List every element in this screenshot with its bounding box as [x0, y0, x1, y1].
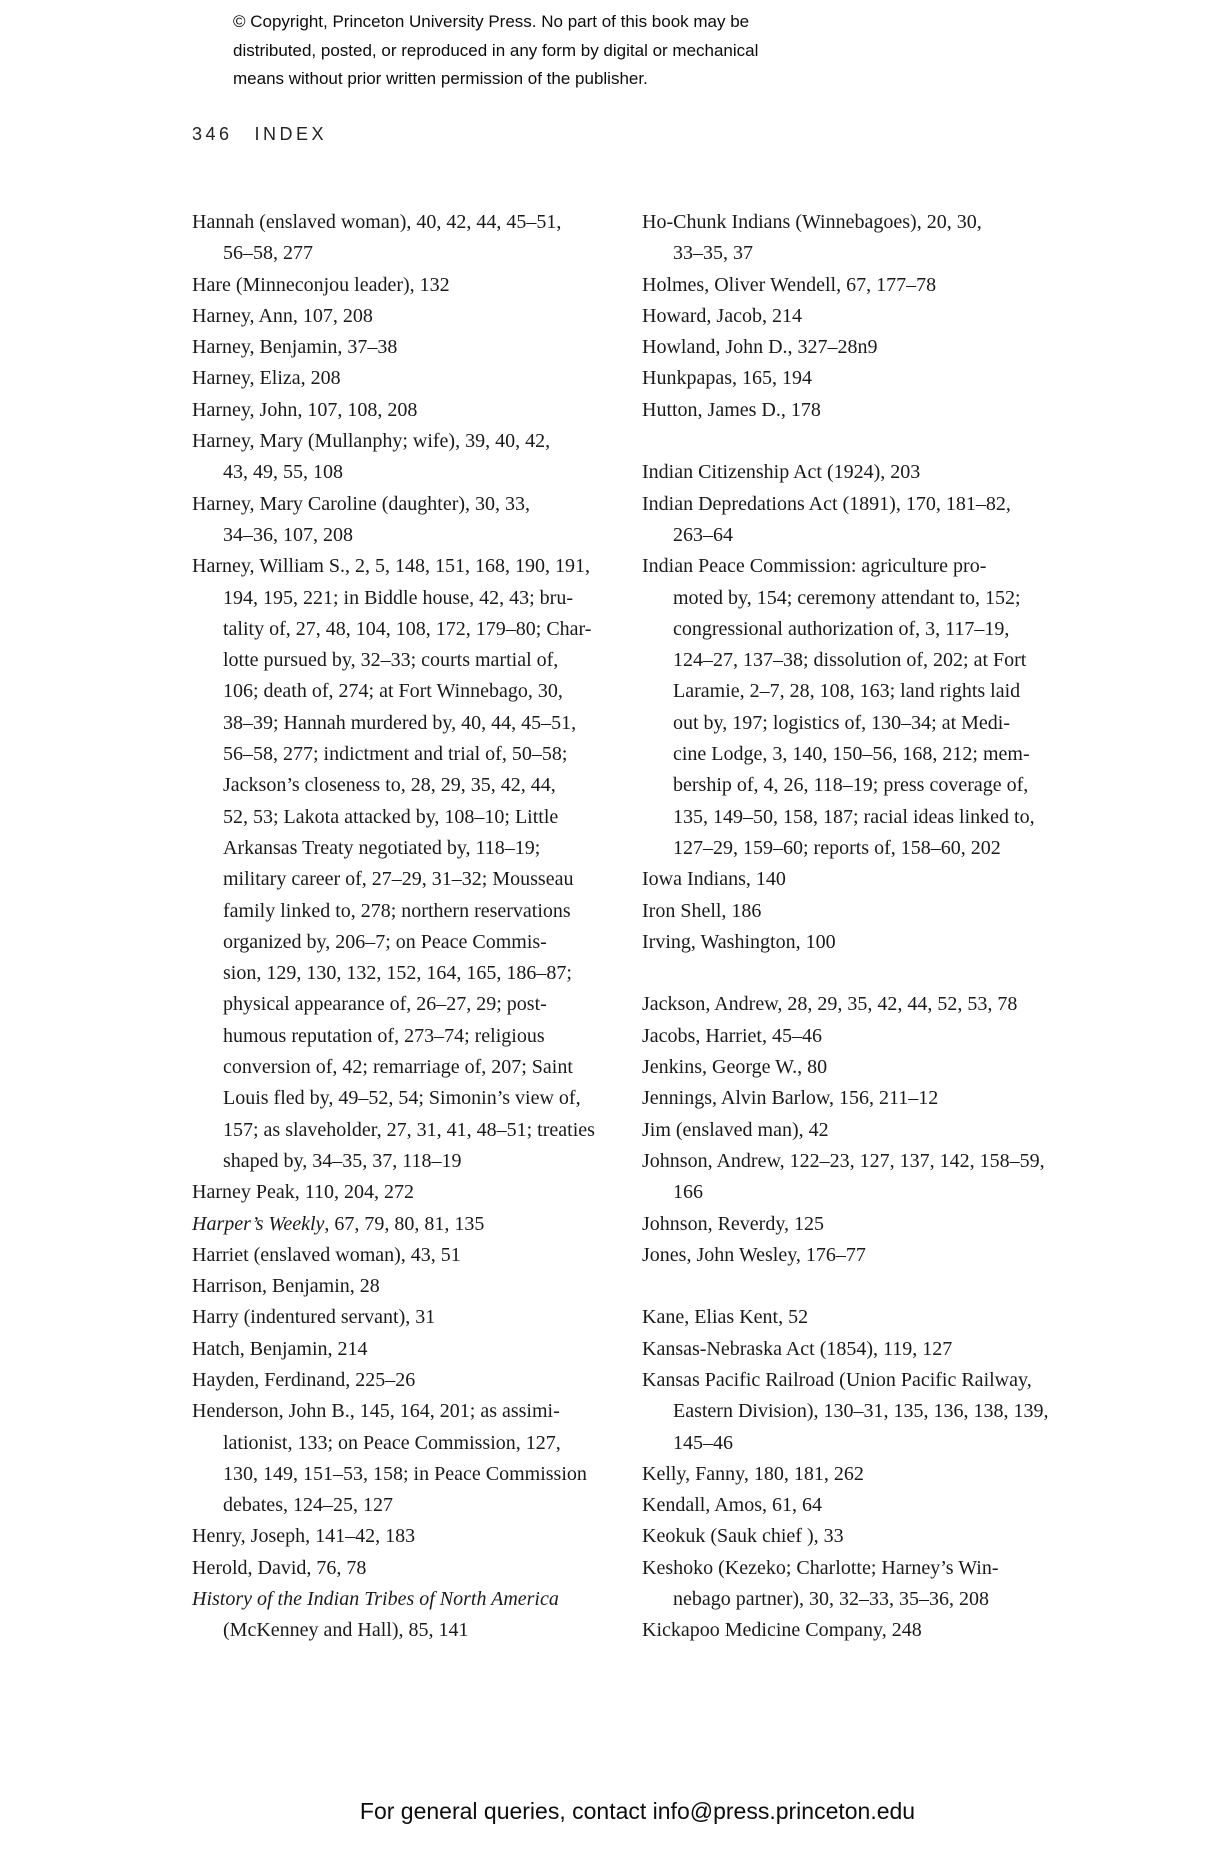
index-line: 194, 195, 221; in Biddle house, 42, 43; bru-: [223, 586, 573, 609]
index-line: debates, 124–25, 127: [223, 1494, 393, 1517]
index-line: Hatch, Benjamin, 214: [192, 1337, 368, 1360]
index-column-left: [192, 207, 632, 1647]
index-line: Hayden, Ferdinand, 225–26: [192, 1368, 416, 1391]
index-line: military career of, 27–29, 31–32; Mousseau: [223, 868, 574, 891]
index-line: 33–35, 37: [673, 242, 753, 265]
copyright-line: means without prior written permission of the publisher.: [233, 69, 648, 88]
index-line: (McKenney and Hall), 85, 141: [223, 1619, 469, 1642]
index-line: Hare (Minneconjou leader), 132: [192, 273, 450, 296]
index-line: Harney Peak, 110, 204, 272: [192, 1181, 414, 1204]
index-line: nebago partner), 30, 32–33, 35–36, 208: [673, 1588, 990, 1611]
index-line: Jones, John Wesley, 176–77: [642, 1243, 866, 1266]
index-line: Louis fled by, 49–52, 54; Simonin’s view of,: [223, 1087, 581, 1110]
index-line: moted by, 154; ceremony attendant to, 152;: [673, 586, 1021, 609]
index-line: Kendall, Amos, 61, 64: [642, 1494, 822, 1517]
page-number: 346: [192, 124, 233, 144]
index-line: 124–27, 137–38; dissolution of, 202; at Fort: [673, 649, 1027, 672]
index-line: Hunkpapas, 165, 194: [642, 367, 812, 390]
index-line: 263–64: [673, 523, 733, 546]
index-line: Johnson, Andrew, 122–23, 127, 137, 142, 158–59,: [642, 1149, 1045, 1172]
index-line: Indian Peace Commission: agriculture pro-: [642, 555, 987, 578]
index-line: Ho-Chunk Indians (Winnebagoes), 20, 30,: [642, 211, 982, 233]
index-line: Jim (enslaved man), 42: [642, 1118, 829, 1141]
index-line: Harrison, Benjamin, 28: [192, 1275, 380, 1298]
footer-query-line: For general queries, contact info@press.princeton.edu: [359, 1798, 916, 1824]
index-line: bership of, 4, 26, 118–19; press coverage of,: [673, 774, 1029, 797]
index-line: sion, 129, 130, 132, 152, 164, 165, 186–87;: [223, 962, 572, 985]
index-line: Jackson, Andrew, 28, 29, 35, 42, 44, 52, 53, 78: [642, 993, 1018, 1016]
index-line: Howland, John D., 327–28n9: [642, 336, 878, 359]
index-line: Jennings, Alvin Barlow, 156, 211–12: [642, 1087, 939, 1110]
index-line: lotte pursued by, 32–33; courts martial of,: [223, 649, 559, 672]
index-line: Eastern Division), 130–31, 135, 136, 138, 139,: [673, 1400, 1049, 1423]
copyright-line: distributed, posted, or reproduced in any form by digital or mechanical: [233, 40, 759, 60]
index-line: Harney, Ann, 107, 208: [192, 304, 373, 327]
index-line: 38–39; Hannah murdered by, 40, 44, 45–51,: [223, 711, 577, 734]
index-line: Harney, Mary (Mullanphy; wife), 39, 40, 42,: [192, 430, 551, 453]
index-line: conversion of, 42; remarriage of, 207; Saint: [223, 1056, 573, 1079]
index-line: Kickapoo Medicine Company, 248: [642, 1619, 922, 1642]
index-line: Kelly, Fanny, 180, 181, 262: [642, 1462, 864, 1485]
index-line: 145–46: [673, 1431, 733, 1454]
index-line: 34–36, 107, 208: [223, 523, 353, 546]
index-line: Jackson’s closeness to, 28, 29, 35, 42, 44,: [223, 774, 556, 797]
index-line: Kansas-Nebraska Act (1854), 119, 127: [642, 1337, 953, 1360]
index-line: Keokuk (Sauk chief ), 33: [642, 1525, 844, 1548]
index-line: Iowa Indians, 140: [642, 868, 786, 891]
index-line: Henry, Joseph, 141–42, 183: [192, 1525, 416, 1548]
index-column-right: [642, 207, 1112, 1647]
index-line: shaped by, 34–35, 37, 118–19: [223, 1149, 462, 1172]
index-title-italic: Harper’s Weekly: [192, 1212, 325, 1235]
index-line: cine Lodge, 3, 140, 150–56, 168, 212; mem-: [673, 743, 1030, 766]
index-group-gap: [642, 426, 1112, 457]
copyright-notice: [233, 8, 758, 94]
index-line: 106; death of, 274; at Fort Winnebago, 30,: [223, 680, 563, 703]
running-head: [192, 124, 327, 145]
index-line: Harney, Eliza, 208: [192, 367, 341, 390]
index-line: Harney, Benjamin, 37–38: [192, 336, 398, 359]
index-line: Henderson, John B., 145, 164, 201; as assimi-: [192, 1400, 560, 1423]
copyright-line: © Copyright, Princeton University Press. No part of this book may be: [233, 12, 750, 31]
section-title: INDEX: [254, 124, 328, 144]
index-line: 52, 53; Lakota attacked by, 108–10; Little: [223, 805, 559, 828]
index-line: Jenkins, George W., 80: [642, 1056, 828, 1079]
index-line: Irving, Washington, 100: [642, 930, 836, 953]
index-line: Iron Shell, 186: [642, 899, 762, 922]
index-group-gap: [642, 1271, 1112, 1302]
index-line: Indian Depredations Act (1891), 170, 181–82,: [642, 492, 1011, 515]
index-line: Kansas Pacific Railroad (Union Pacific Railway,: [642, 1368, 1032, 1391]
index-line: humous reputation of, 273–74; religious: [223, 1024, 545, 1047]
index-line: lationist, 133; on Peace Commission, 127,: [223, 1431, 561, 1454]
index-line: Keshoko (Kezeko; Charlotte; Harney’s Win-: [642, 1556, 999, 1579]
index-line: 157; as slaveholder, 27, 31, 41, 48–51; treaties: [223, 1118, 595, 1141]
index-line: Kane, Elias Kent, 52: [642, 1306, 809, 1329]
index-line: 127–29, 159–60; reports of, 158–60, 202: [673, 836, 1001, 859]
index-line: 56–58, 277; indictment and trial of, 50–58;: [223, 743, 568, 766]
index-line: Harry (indentured servant), 31: [192, 1306, 436, 1329]
index-group-gap: [642, 958, 1112, 989]
index-line: Howard, Jacob, 214: [642, 304, 802, 327]
index-line: organized by, 206–7; on Peace Commis-: [223, 930, 547, 953]
index-line: [192, 1584, 632, 1615]
index-line: Harney, John, 107, 108, 208: [192, 398, 418, 421]
index-line: tality of, 27, 48, 104, 108, 172, 179–80; Char-: [223, 617, 592, 640]
index-line: congressional authorization of, 3, 117–19,: [673, 617, 1010, 640]
index-line: out by, 197; logistics of, 130–34; at Medi-: [673, 711, 1011, 734]
index-text: , 67, 79, 80, 81, 135: [324, 1212, 485, 1235]
index-line: Herold, David, 76, 78: [192, 1556, 367, 1579]
index-line: Indian Citizenship Act (1924), 203: [642, 461, 921, 484]
index-line: Jacobs, Harriet, 45–46: [642, 1024, 822, 1047]
index-line: physical appearance of, 26–27, 29; post-: [223, 993, 547, 1016]
index-line: Holmes, Oliver Wendell, 67, 177–78: [642, 273, 937, 296]
index-line: Harney, William S., 2, 5, 148, 151, 168, 190, 191,: [192, 555, 591, 578]
index-line: Johnson, Reverdy, 125: [642, 1212, 825, 1235]
index-line: Harriet (enslaved woman), 43, 51: [192, 1243, 461, 1266]
index-title-italic: History of the Indian Tribes of North America: [192, 1588, 559, 1611]
index-line: 130, 149, 151–53, 158; in Peace Commission: [223, 1462, 587, 1485]
index-line: 135, 149–50, 158, 187; racial ideas linked to,: [673, 805, 1035, 828]
index-line: Arkansas Treaty negotiated by, 118–19;: [223, 836, 541, 859]
index-line: Hannah (enslaved woman), 40, 42, 44, 45–51,: [192, 211, 562, 233]
index-line: [192, 1209, 632, 1240]
index-line: 166: [673, 1181, 703, 1204]
index-line: family linked to, 278; northern reservations: [223, 899, 571, 922]
index-line: 56–58, 277: [223, 242, 313, 265]
index-line: 43, 49, 55, 108: [223, 461, 343, 484]
index-line: Harney, Mary Caroline (daughter), 30, 33,: [192, 492, 531, 515]
index-line: Hutton, James D., 178: [642, 398, 821, 421]
index-line: Laramie, 2–7, 28, 108, 163; land rights laid: [673, 680, 1021, 703]
